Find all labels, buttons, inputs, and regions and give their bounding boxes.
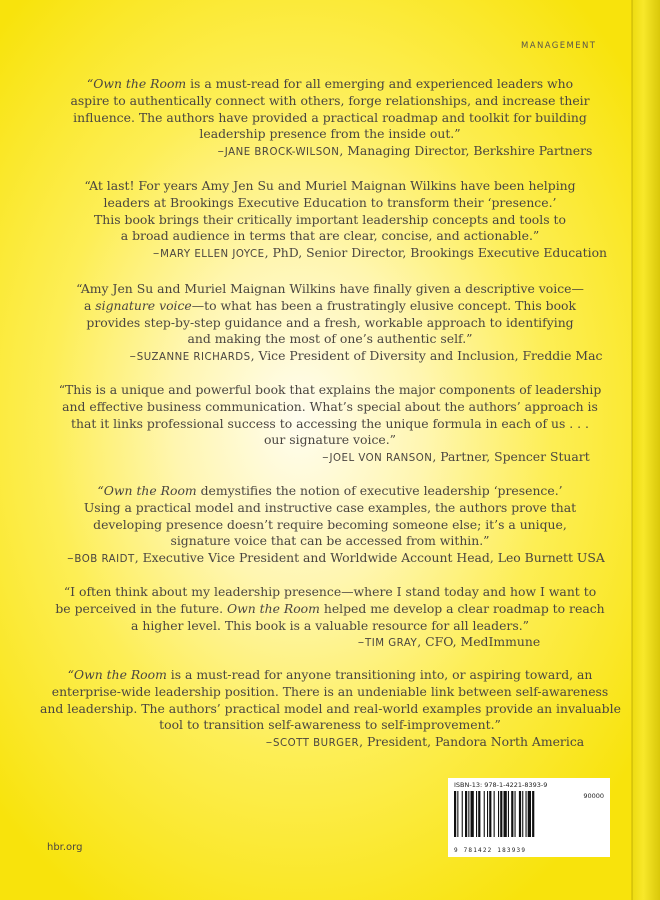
book-spine — [632, 0, 660, 900]
endorsement-2 — [40, 178, 620, 264]
attribution: –TIM GRAY, CFO, MedImmune — [357, 634, 541, 650]
barcode-bar — [508, 791, 509, 837]
barcode-bars — [454, 791, 570, 845]
quote-line: “Own the Room demystifies the notion of executive leadership ‘presence.’ — [97, 483, 563, 498]
barcode-bar — [462, 791, 463, 837]
isbn-text: ISBN-13: 978-1-4221-8393-9 — [454, 781, 548, 789]
barcode-bar — [478, 791, 480, 837]
endorsement-7 — [40, 667, 620, 753]
quote-line: signature voice that can be accessed from within.” — [170, 533, 490, 549]
endorser-title: , Managing Director, Berkshire Partners — [339, 143, 593, 159]
quote-line: developing presence doesn’t require becoming someone else; it’s a unique, — [93, 516, 567, 532]
quote-line: and leadership. The authors’ practical model and real-world examples provide an invaluable — [40, 700, 621, 716]
quote-line: enterprise-wide leadership position. There is an undeniable link between self-awareness — [51, 683, 609, 699]
quote-line: provides step-by-step guidance and a fresh, workable approach to identifying — [86, 314, 574, 330]
barcode-digits: 9 781422 183939 — [454, 847, 527, 854]
attribution: –JOEL VON RANSON, Partner, Spencer Stuart — [322, 449, 590, 465]
quote-line: and effective business communication. What’s special about the authors’ approach is — [62, 398, 598, 414]
quote-line: This book brings their critically important leadership concepts and tools to — [94, 211, 566, 227]
endorsement-4 — [40, 382, 620, 468]
endorser-title: , Executive Vice President and Worldwide Account Head, Leo Burnett USA — [134, 550, 605, 566]
quote-line: and making the most of one’s authentic self.” — [187, 331, 473, 347]
quote-line: tool to transition self-awareness to self-improvement.” — [159, 717, 501, 733]
barcode-bar — [528, 791, 531, 837]
quote-line: leaders at Brookings Executive Education to transform their ‘presence.’ — [103, 194, 557, 210]
quote-line: a broad audience in terms that are clear, concise, and actionable.” — [120, 228, 540, 244]
barcode-bar — [476, 791, 477, 837]
endorser-name: JOEL VON RANSON — [329, 453, 433, 465]
attribution: –MARY ELLEN JOYCE, PhD, Senior Director, Brookings Executive Education — [152, 245, 608, 261]
barcode-bar — [457, 791, 458, 837]
endorser-name: JANE BROCK-WILSON — [224, 147, 340, 159]
quote-line: be perceived in the future. Own the Room helped me develop a clear roadmap to reach — [55, 600, 605, 616]
barcode-bar — [454, 791, 456, 837]
barcode-bar — [498, 791, 499, 837]
endorser-title: , President, Pandora North America — [359, 734, 585, 750]
endorser-title: , Vice President of Diversity and Inclusion, Freddie Mac — [250, 348, 603, 364]
isbn-barcode — [448, 778, 610, 857]
quote-line: influence. The authors have provided a practical roadmap and toolkit for building — [73, 109, 587, 125]
attribution: –BOB RAIDT, Executive Vice President and Worldwide Account Head, Leo Burnett USA — [67, 550, 605, 566]
endorser-name: SCOTT BURGER — [273, 738, 360, 750]
barcode-bar — [484, 791, 485, 837]
endorsement-5 — [40, 483, 620, 569]
endorser-title: , Partner, Spencer Stuart — [432, 449, 590, 465]
endorser-title: , CFO, MedImmune — [417, 634, 541, 650]
barcode-bar — [519, 791, 521, 837]
quote-line: “I often think about my leadership presence—where I stand today and how I want to — [63, 584, 597, 599]
attribution: –JANE BROCK-WILSON, Managing Director, Berkshire Partners — [217, 143, 593, 159]
quote-line: “This is a unique and powerful book that explains the major components of leadership — [58, 382, 602, 397]
barcode-bar — [465, 791, 467, 837]
quote-line: our signature voice.” — [263, 432, 397, 448]
endorser-name: SUZANNE RICHARDS — [136, 352, 251, 364]
barcode-bar — [532, 791, 534, 837]
attribution: –SCOTT BURGER, President, Pandora North America — [265, 734, 585, 750]
quote-line: that it links professional success to accessing the unique formula in each of us . . . — [71, 415, 589, 431]
quote-line: a higher level. This book is a valuable resource for all leaders.” — [131, 617, 529, 633]
publisher-website: hbr.org — [47, 842, 83, 853]
quote-line: “Own the Room is a must-read for anyone transitioning into, or aspiring toward, an — [67, 667, 593, 682]
barcode-bar — [489, 791, 491, 837]
endorser-title: , PhD, Senior Director, Brookings Executive Education — [264, 245, 608, 261]
barcode-bar — [522, 791, 523, 837]
endorsement-6 — [40, 584, 620, 653]
barcode-bar — [504, 791, 507, 837]
spine-edge — [631, 0, 633, 900]
price-code: 90000 — [583, 792, 604, 800]
barcode-bar — [468, 791, 469, 837]
barcode-bar — [494, 791, 495, 837]
quote-line: Using a practical model and instructive case examples, the authors prove that — [83, 499, 577, 515]
endorsement-3 — [40, 281, 620, 367]
quote-line: “Amy Jen Su and Muriel Maignan Wilkins have finally given a descriptive voice— — [76, 281, 584, 296]
barcode-bar — [471, 791, 474, 837]
quote-line: aspire to authentically connect with others, forge relationships, and increase their — [70, 92, 590, 108]
quote-line: “Own the Room is a must-read for all emerging and experienced leaders who — [86, 76, 574, 91]
barcode-bar — [487, 791, 488, 837]
barcode-bar — [500, 791, 502, 837]
barcode-bar — [511, 791, 513, 837]
endorser-name: BOB RAIDT — [74, 554, 135, 566]
endorsement-1 — [40, 76, 620, 162]
quote-line: a signature voice—to what has been a frustratingly elusive concept. This book — [83, 297, 577, 313]
barcode-bar — [526, 791, 527, 837]
endorser-name: MARY ELLEN JOYCE — [160, 249, 265, 261]
attribution: –SUZANNE RICHARDS, Vice President of Diversity and Inclusion, Freddie Mac — [129, 348, 603, 364]
endorser-name: TIM GRAY — [365, 638, 418, 650]
barcode-bar — [515, 791, 516, 837]
quote-line: “At last! For years Amy Jen Su and Muriel Maignan Wilkins have been helping — [84, 178, 576, 193]
category-label: MANAGEMENT — [521, 41, 597, 51]
quote-line: leadership presence from the inside out.” — [199, 126, 461, 142]
